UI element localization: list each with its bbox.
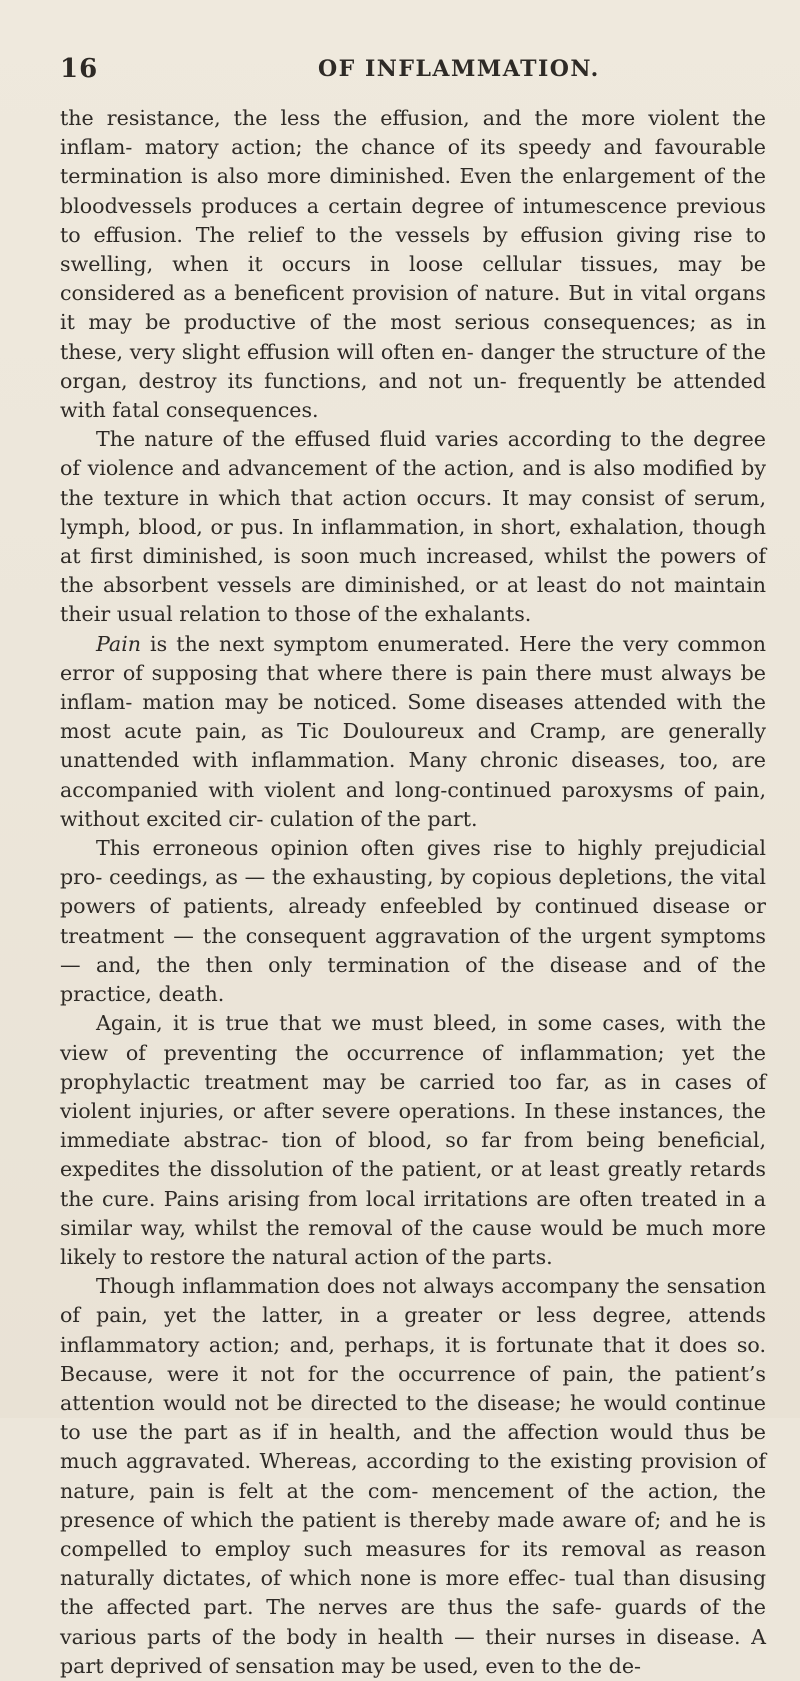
paragraph-1 <box>60 104 766 425</box>
paragraph-6 <box>60 1272 766 1681</box>
paragraph-3-lead: Pain <box>96 631 142 656</box>
paragraph-1-text: the resistance, the less the effusion, and the more violent the inflam- matory action; the chance of its speedy and favourable termination is also more diminished. Even the enlargement of the bloodvessels produces a certain degree of intumescence previous to effusion. The relief to the vessels by effusion giving rise to swelling, when it occurs in loose cellular tissues, may be considered as a beneficent provision of nature. But in vital organs it may be productive of the most serious consequences; as in these, very slight effusion will often en- danger the structure of the organ, destroy its functions, and not un- frequently be attended with fatal consequences. <box>60 106 766 423</box>
paragraph-2 <box>60 425 766 629</box>
paragraph-2-text: The nature of the effused fluid varies according to the degree of violence and advancement of the action, and is also modified by the texture in which that action occurs. It may consist of serum, lymph, blood, or pus. In inflammation, in short, exhalation, though at first diminished, is soon much increased, whilst the powers of the absorbent vessels are diminished, or at least do not maintain their usual relation to those of the exhalants. <box>60 427 766 627</box>
body-text <box>60 104 766 1681</box>
paragraph-5 <box>60 1009 766 1272</box>
page-number: 16 <box>60 54 99 84</box>
running-head <box>60 54 764 88</box>
paragraph-6-text: Though inflammation does not always accompany the sensation of pain, yet the latter, in a greater or less degree, attends inflammatory action; and, perhaps, it is fortunate that it does so. Because, were it not for the occurrence of pain, the patient’s attention would not be directed to the disease; he would continue to use the part as if in health, and the affection would thus be much aggravated. Whereas, according to the existing provision of nature, pain is felt at the com- mencement of the action, the presence of which the patient is thereby made aware of; and he is compelled to employ such measures for its removal as reason naturally dictates, of which none is more effec- tual than disusing the affected part. The nerves are thus the safe- guards of the various parts of the body in health — their nurses in disease. A part deprived of sensation may be used, even to the de- <box>60 1274 766 1678</box>
paragraph-4 <box>60 834 766 1009</box>
paragraph-3 <box>60 630 766 834</box>
running-title: OF INFLAMMATION. <box>318 56 600 82</box>
paragraph-3-text: is the next symptom enumerated. Here the very common error of supposing that where there is pain there must always be inflam- mation may be noticed. Some diseases attended with the most acute pain, as Tic Douloureux and Cramp, are generally unattended with inflammation. Many chronic diseases, too, are accompanied with violent and long-continued paroxysms of pain, without excited cir- culation of the part. <box>60 631 766 831</box>
paragraph-5-text: Again, it is true that we must bleed, in some cases, with the view of preventing the occurrence of inflammation; yet the prophylactic treatment may be carried too far, as in cases of violent injuries, or after severe operations. In these instances, the immediate abstrac- tion of blood, so far from being beneficial, expedites the dissolution of the patient, or at least greatly retards the cure. Pains arising from local irritations are often treated in a similar way, whilst the removal of the cause would be much more likely to restore the natural action of the parts. <box>60 1011 766 1269</box>
paragraph-4-text: This erroneous opinion often gives rise to highly prejudicial pro- ceedings, as — the exhausting, by copious depletions, the vital powers of patients, already enfeebled by continued disease or treatment — the consequent aggravation of the urgent symptoms — and, the then only termination of the disease and of the practice, death. <box>60 836 766 1007</box>
